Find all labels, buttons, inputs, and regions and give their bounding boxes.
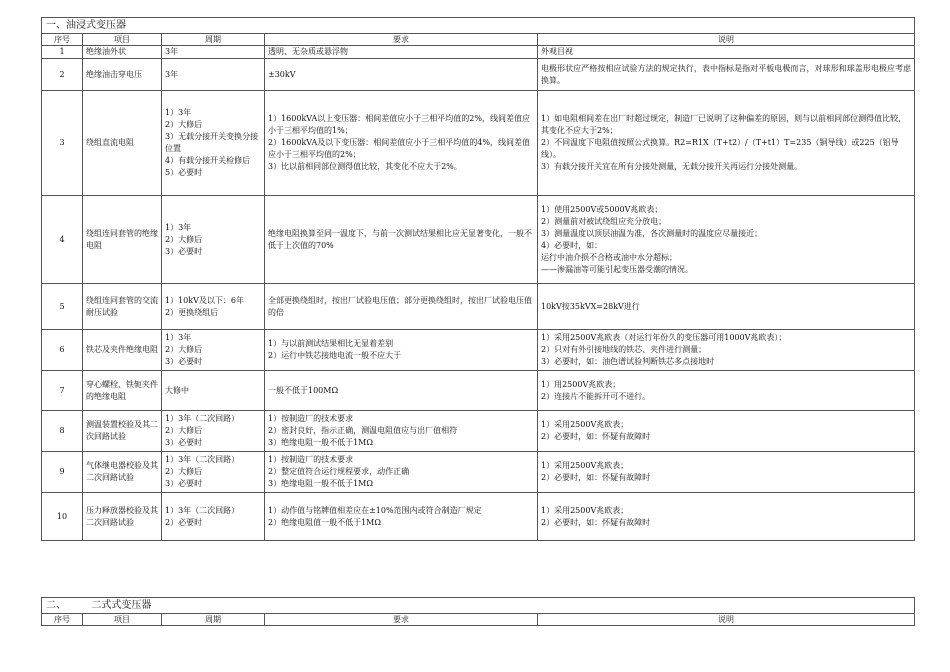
table-row bbox=[42, 284, 915, 330]
row-item: 绕组连同套管的绝缘电阻 bbox=[83, 196, 162, 284]
header-no: 序号 bbox=[42, 34, 83, 46]
row-period: 1）3年（二次回路） 2）大修后 3）必要时 bbox=[162, 411, 265, 452]
row-note: 1）用2500V兆欧表； 2）连接片不能拆开可不进行。 bbox=[538, 371, 915, 411]
header-period: 周期 bbox=[162, 34, 265, 46]
row-period: 1）3年 2）大修后 3）必要时 bbox=[162, 330, 265, 371]
table-row bbox=[42, 196, 915, 284]
row-note: 10kV按35kVX=28kV进行 bbox=[538, 284, 915, 330]
row-requirement: 一般不低于100MΩ bbox=[265, 371, 538, 411]
row-period: 3年 bbox=[162, 59, 265, 91]
row-requirement: 绝缘电阻换算至同一温度下，与前一次测试结果相比应无显著变化，一般不低于上次值的70% bbox=[265, 196, 538, 284]
header-requirement: 要求 bbox=[265, 614, 538, 626]
row-period: 1）3年 2）大修后 3）必要时 bbox=[162, 196, 265, 284]
row-no: 5 bbox=[42, 284, 83, 330]
row-no: 10 bbox=[42, 493, 83, 541]
row-note: 1）采用2500V兆欧表； 2）必要时，如：怀疑有故障时 bbox=[538, 493, 915, 541]
table-row bbox=[42, 330, 915, 371]
row-period: 大修中 bbox=[162, 371, 265, 411]
section-title: 二、 二式式变压器 bbox=[42, 598, 915, 614]
header-no: 序号 bbox=[42, 614, 83, 626]
table-row bbox=[42, 91, 915, 196]
row-item: 测温装置校验及其二次回路试验 bbox=[83, 411, 162, 452]
row-note: 1）采用2500V兆欧表； 2）必要时，如：怀疑有故障时 bbox=[538, 452, 915, 493]
table-header-row bbox=[42, 614, 915, 626]
table-row bbox=[42, 59, 915, 91]
row-period: 1）3年 2）大修后 3）无载分接开关变换分接位置 4）有载分接开关检修后 5）必要时 bbox=[162, 91, 265, 196]
oil-transformer-table bbox=[41, 17, 915, 541]
table-row bbox=[42, 371, 915, 411]
row-item: 气体继电器校验及其二次回路试验 bbox=[83, 452, 162, 493]
row-no: 4 bbox=[42, 196, 83, 284]
row-requirement: 1）动作值与铭牌值相差应在±10%范围内或符合制造厂规定 2）绝缘电阻值一般不低于1MΩ bbox=[265, 493, 538, 541]
header-period: 周期 bbox=[162, 614, 265, 626]
row-item: 绝缘油击穿电压 bbox=[83, 59, 162, 91]
row-requirement: 1）1600kVA以上变压器：相间差值应小于三相平均值的2%，线间差值应小于三相平均值的1%； 2）1600kVA及以下变压器：相间差值应小于三相平均值的4%，线间差值应小于三相平均值的2%； 3）比以前相同部位测得值比较，其变化不应大于2%。 bbox=[265, 91, 538, 196]
header-note: 说明 bbox=[538, 34, 915, 46]
row-requirement: 全部更换绕组时，按出厂试验电压值；部分更换绕组时，按出厂试验电压值的倍 bbox=[265, 284, 538, 330]
row-no: 1 bbox=[42, 46, 83, 59]
table-row bbox=[42, 411, 915, 452]
row-no: 8 bbox=[42, 411, 83, 452]
table-row bbox=[42, 46, 915, 59]
row-no: 2 bbox=[42, 59, 83, 91]
row-note: 1）使用2500V或5000V兆欧表； 2）测量前对被试绕组应充分放电； 3）测量温度以顶层油温为准，各次测量时的温度应尽量接近； 4）必要时，如： 运行中油介损不合格或油中水分超标； ——渗漏油等可能引起变压器受潮的情况。 bbox=[538, 196, 915, 284]
table-header-row bbox=[42, 34, 915, 46]
row-no: 6 bbox=[42, 330, 83, 371]
row-item: 穿心螺栓、铁轭夹件的绝缘电阻 bbox=[83, 371, 162, 411]
row-requirement: 透明、无杂质或悬浮物 bbox=[265, 46, 538, 59]
row-no: 9 bbox=[42, 452, 83, 493]
row-item: 绝缘油外状 bbox=[83, 46, 162, 59]
row-no: 7 bbox=[42, 371, 83, 411]
table-row bbox=[42, 493, 915, 541]
row-requirement: 1）按制造厂的技术要求 2）密封良好，指示正确，测温电阻值应与出厂值相符 3）绝缘电阻一般不低于1MΩ bbox=[265, 411, 538, 452]
row-note: 外观目视 bbox=[538, 46, 915, 59]
row-requirement: ±30kV bbox=[265, 59, 538, 91]
dry-transformer-table bbox=[41, 597, 915, 626]
row-period: 1）3年（二次回路） 2）大修后 3）必要时 bbox=[162, 452, 265, 493]
row-requirement: 1）与以前测试结果相比无显着差别 2）运行中铁芯接地电流一般不应大于 bbox=[265, 330, 538, 371]
row-note: 1）采用2500V兆欧表（对运行年份久的变压器可用1000V兆欧表）； 2）只对有外引接地线的铁芯、夹件进行测量； 3）必要时，如：油色谱试验判断铁芯多点接地时 bbox=[538, 330, 915, 371]
row-item: 绕组连同套管的交流耐压试验 bbox=[83, 284, 162, 330]
row-item: 压力释放器校验及其二次回路试验 bbox=[83, 493, 162, 541]
row-item: 绕组直流电阻 bbox=[83, 91, 162, 196]
row-period: 1）3年（二次回路） 2）必要时 bbox=[162, 493, 265, 541]
row-note: 1）采用2500V兆欧表； 2）必要时，如：怀疑有故障时 bbox=[538, 411, 915, 452]
section-title: 一、油浸式变压器 bbox=[42, 18, 915, 34]
row-period: 1）10kV及以下：6年 2）更换绕组后 bbox=[162, 284, 265, 330]
header-note: 说明 bbox=[538, 614, 915, 626]
table-row bbox=[42, 452, 915, 493]
header-requirement: 要求 bbox=[265, 34, 538, 46]
row-no: 3 bbox=[42, 91, 83, 196]
row-period: 3年 bbox=[162, 46, 265, 59]
header-item: 项目 bbox=[83, 34, 162, 46]
row-note: 1）如电阻相间差在出厂时超过规定，制造厂已说明了这种偏差的原因，则与以前相同部位测得值比较，其变化不应大于2%； 2）不同温度下电阻值按照公式换算。R2=R1X（T+t2）/（T+t1）T=235（铜导线）或225（铝导线）。 3）有载分接开关宜在所有分接处测量，无载分接开关再运行分接处测量。 bbox=[538, 91, 915, 196]
row-requirement: 1）按制造厂的技术要求 2）整定值符合运行规程要求，动作正确 3）绝缘电阻一般不低于1MΩ bbox=[265, 452, 538, 493]
row-item: 铁芯及夹件绝缘电阻 bbox=[83, 330, 162, 371]
row-note: 电极形状应严格按相应试验方法的规定执行，表中指标是指对平板电极而言，对球形和球盖形电极应考虑换算。 bbox=[538, 59, 915, 91]
header-item: 项目 bbox=[83, 614, 162, 626]
